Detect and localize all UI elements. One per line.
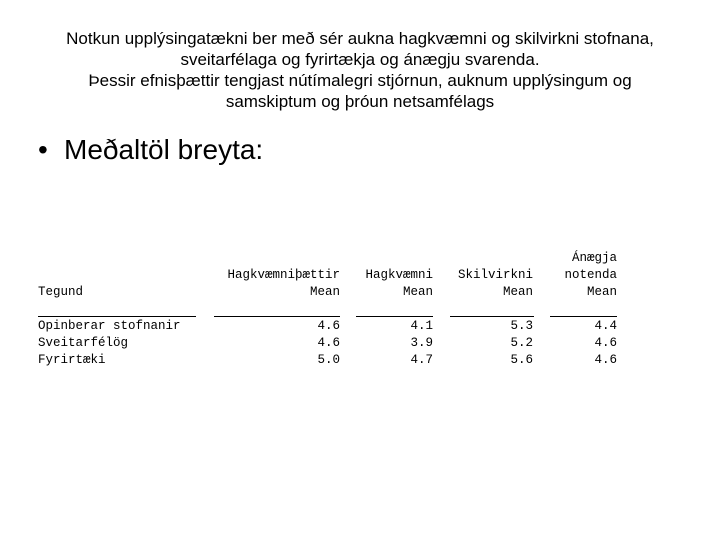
column-header-stat: Mean: [502, 285, 533, 299]
header-rule: [550, 316, 617, 317]
table-cell: 5.0: [317, 353, 340, 367]
table-cell: 4.4: [594, 319, 617, 333]
header-rule: [38, 316, 196, 317]
table-cell: 5.6: [510, 353, 533, 367]
table-cell: 4.1: [410, 319, 433, 333]
bullet-icon: •: [38, 134, 48, 165]
table-cell: 4.7: [410, 353, 433, 367]
table-cell: 5.2: [510, 336, 533, 350]
heading-line: Notkun upplýsingatækni ber með sér aukna hagkvæmni og skilvirkni stofnana,: [66, 29, 654, 48]
table-cell: 4.6: [317, 336, 340, 350]
heading-line: samskiptum og þróun netsamfélags: [225, 92, 495, 111]
column-header-name: Ánægja: [571, 251, 617, 265]
table-cell: 5.3: [510, 319, 533, 333]
heading-line: sveitarfélaga og fyrirtækja og ánægju svarenda.: [180, 50, 540, 69]
table-cell: 3.9: [410, 336, 433, 350]
bullet-text: Meðaltöl breyta:: [64, 134, 264, 165]
column-header-name: Hagkvæmniþættir: [227, 268, 340, 282]
header-rule: [450, 316, 534, 317]
column-header-name: notenda: [564, 268, 617, 282]
heading-line: Þessir efnisþættir tengjast nútímalegri stjórnun, auknum upplýsingum og: [88, 71, 632, 90]
column-header-name: Hagkvæmni: [365, 268, 433, 282]
column-header-stat: Mean: [309, 285, 340, 299]
table-row-label: Fyrirtæki: [38, 353, 106, 367]
column-header-stat: Mean: [402, 285, 433, 299]
column-header-stat: Mean: [586, 285, 617, 299]
table-row-label: Opinberar stofnanir: [38, 319, 181, 333]
row-header-label: Tegund: [38, 285, 84, 299]
header-rule: [356, 316, 433, 317]
column-header-name: Skilvirkni: [457, 268, 533, 282]
table-cell: 4.6: [594, 336, 617, 350]
table-cell: 4.6: [594, 353, 617, 367]
header-rule: [214, 316, 340, 317]
table-cell: 4.6: [317, 319, 340, 333]
table-row-label: Sveitarfélög: [38, 336, 129, 350]
